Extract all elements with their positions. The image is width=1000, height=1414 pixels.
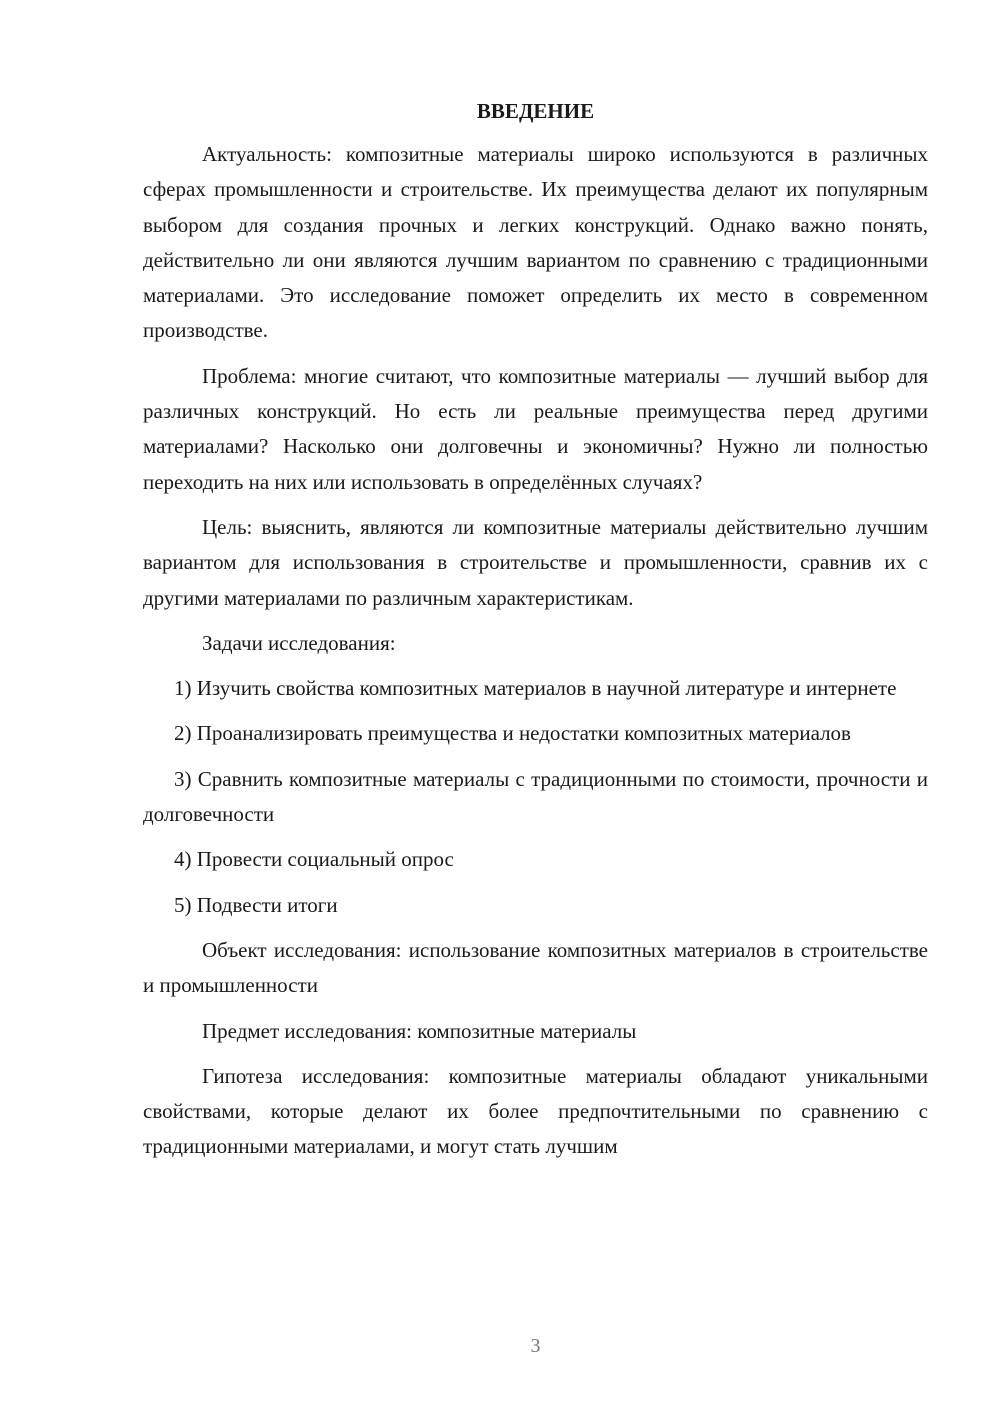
- relevance-paragraph: Актуальность: композитные материалы широко используются в различных сферах промышленности и строительстве. Их преимущества делают их популярным выбором для создания прочных и легких конструкций. Однако важно понять, действительно ли они являются лучшим вариантом по сравнению с традиционными материалами. Это исследование поможет определить их место в современном производстве.: [143, 142, 928, 343]
- problem-paragraph: Проблема: многие считают, что композитные материалы — лучший выбор для различных конструкций. Но есть ли реальные преимущества перед другими материалами? Насколько они долговечны и экономичны? Нужно ли полностью переходить на них или использовать в определённых случаях?: [143, 363, 928, 494]
- task-item-4: 4) Провести социальный опрос: [174, 847, 454, 872]
- task-item-3: 3) Сравнить композитные материалы с традиционными по стоимости, прочности и долговечности: [143, 766, 928, 827]
- task-item-2: 2) Проанализировать преимущества и недостатки композитных материалов: [174, 721, 851, 746]
- subject-paragraph: Предмет исследования: композитные материалы: [202, 1018, 637, 1043]
- document-page: [143, 95, 928, 1175]
- object-paragraph: Объект исследования: использование композитных материалов в строительстве и промышленности: [143, 937, 928, 998]
- section-title: ВВЕДЕНИЕ: [476, 99, 595, 123]
- hypothesis-paragraph: Гипотеза исследования: композитные материалы обладают уникальными свойствами, которые делают их более предпочтительными по сравнению с традиционными материалами, и могут стать лучшим: [143, 1063, 928, 1159]
- task-item-5: 5) Подвести итоги: [174, 892, 338, 917]
- page-number: 3: [530, 1335, 541, 1357]
- tasks-heading: Задачи исследования:: [202, 630, 396, 655]
- goal-paragraph: Цель: выяснить, являются ли композитные материалы действительно лучшим вариантом для использования в строительстве и промышленности, сравнив их с другими материалами по различным характеристикам.: [143, 514, 928, 610]
- task-item-1: 1) Изучить свойства композитных материалов в научной литературе и интернете: [174, 676, 897, 701]
